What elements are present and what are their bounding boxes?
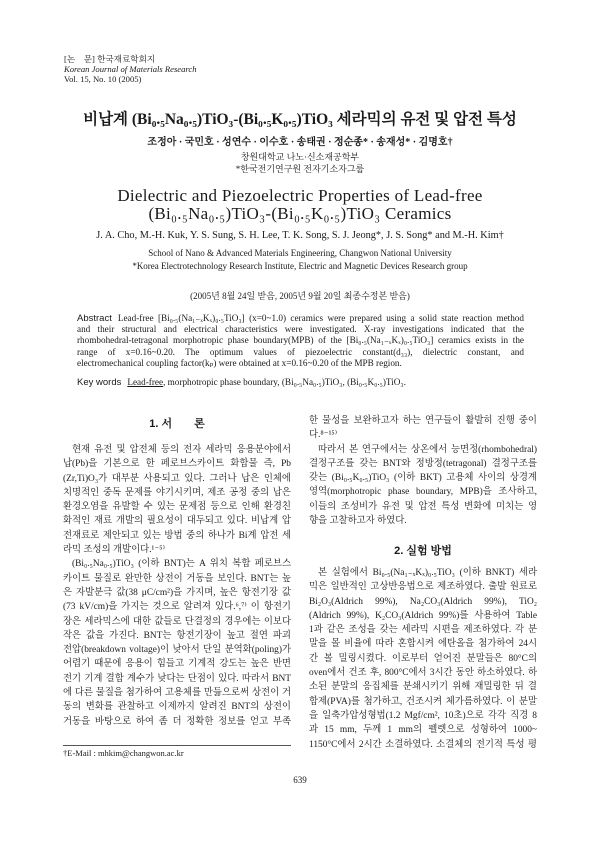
abstract-text: range of x=0.16~0.20. The optimum values of piezoelectric constant(d₃₃), dielectric constant, and — [77, 346, 524, 357]
body-line: 과 15 mm, 두께 1 mm의 펠렛으로 성형하여 1000~ — [309, 725, 537, 736]
authors-korean: 조정아 · 국민호 · 성연수 · 이수호 · 송태권 · 정순종* · 송재성* · 김명호† — [147, 137, 453, 148]
title-korean: 비납계 (Bi₀.₅Na₀.₅)TiO₃-(Bi₀.₅K₀.₅)TiO₃ 세라믹의 유전 및 압전 특성 — [83, 111, 517, 128]
abstract-text: rhombohedral-tetragonal morphotropic phase boundary(MPB) of the [Bi₀.₅(Na₁₋ₓKₓ)₀.₅TiO₃] ceramics exists in the — [77, 335, 524, 346]
affiliation-korean-1: 창원대학교 나노·신소재공학부 — [240, 152, 360, 162]
body-line: 전기 기계 결합 계수가 낮다는 단점이 있다. 따라서 BNT — [63, 673, 291, 684]
keywords-rest: , morphotropic phase boundary, (Bi₀.₅Na₀.₅)TiO₃, (Bi₀.₅K₀.₅)TiO₃. — [163, 377, 406, 387]
title-english-line-2: (Bi₀.₅Na₀.₅)TiO₃-(Bi₀.₅K₀.₅)TiO₃ Ceramics — [148, 204, 452, 223]
body-line: 믹은 일반적인 고상반응법으로 제조하였다. 출발 원료로 — [309, 582, 537, 593]
body-line: 합제(PVA)를 첨가하고, 건조시켜 체가름하였다. 이 분말 — [309, 696, 537, 707]
body-line: 향을 고찰하고자 하였다. — [309, 516, 407, 527]
body-line: 소된 분말의 응집체를 분쇄시키기 위해 재밀링한 뒤 결 — [309, 682, 537, 693]
right-column-top — [309, 414, 537, 528]
body-line: 환경오염을 유발할 수 있는 문제점 등으로 인해 환경친 — [63, 502, 291, 513]
body-line: 장은 세라믹스에 대한 값들로 단결정의 경우에는 이보다 — [63, 616, 291, 627]
body-line: 현재 유전 및 압전체 등의 전자 세라믹 응용분야에서 — [72, 445, 291, 455]
footnote-email: †E-Mail : mhkim@changwon.ac.kr — [63, 748, 184, 758]
affiliation-english-2: *Korea Electrotechnology Research Institute, Electric and Magnetic Devices Research group — [132, 261, 468, 271]
keyword-lead-free: Lead-free — [127, 377, 164, 387]
body-line: 다.⁸⁻¹⁵⁾ — [309, 430, 337, 441]
body-line: 은 자발분극 값(38 μC/cm²)을 가지며, 높은 항전기장 값 — [63, 587, 291, 598]
keywords — [77, 377, 406, 388]
abstract-label: Abstract — [77, 313, 112, 324]
body-line: (Aldrich 99%), K₂CO₃(Aldrich 99%)를 사용하여 Table — [309, 610, 537, 621]
body-line: 한 물성을 보완하고자 하는 연구들이 활발히 진행 중이 — [309, 416, 537, 426]
right-column-bottom — [309, 566, 537, 752]
page-number: 639 — [293, 775, 307, 785]
body-line: 1150°C에서 2시간 소결하였다. 소결체의 전기적 특성 평 — [309, 739, 537, 750]
footnote-divider — [63, 745, 291, 746]
body-line: 에 다른 물질을 첨가하여 고용체를 만듦으로써 상전이 거 — [63, 688, 291, 699]
body-line: 동의 변화를 관찰하고 이제까지 알려진 BNT의 상전이 — [63, 702, 291, 713]
body-line: 납(Pb)을 기본으로 한 페로브스카이트 화합물 즉, Pb — [63, 459, 291, 470]
body-line: 어렵기 때문에 응용이 힘들고 기계적 강도는 높은 반면 — [63, 659, 291, 670]
body-line: 말을 몰 비율에 따라 혼합시켜 에탄올을 첨가하여 24시 — [309, 639, 537, 650]
body-line: 거동을 바탕으로 하여 좀 더 정확한 정보를 얻고 부족 — [63, 716, 291, 727]
abstract-line — [77, 324, 524, 335]
body-line: 화적인 재료 개발의 필요성이 대두되고 있다. 비납계 압 — [63, 516, 291, 527]
body-line: 갖는 (Bi₀.₅K₀.₅)TiO₃ (이하 BKT) 고용체 사이의 상경계 — [309, 473, 537, 484]
section-1-heading: 1. 서 론 — [149, 418, 205, 430]
body-line: 영역(morphotropic phase boundary, MPB)을 조사하고, — [309, 487, 537, 498]
body-line: 라믹 조성의 개발이다.¹⁻⁵⁾ — [63, 545, 165, 556]
body-line: 치명적인 중독 문제를 야기시키며, 제조 공정 중의 납은 — [63, 487, 291, 498]
abstract-text: electromechanical coupling factor(kₚ) were obtained at x=0.16~0.20 of the MPB region. — [77, 357, 402, 368]
abstract-line — [77, 358, 524, 369]
abstract-line — [77, 347, 524, 358]
journal-category: [논 문] 한국재료학회지 — [64, 54, 156, 64]
abstract-line — [77, 335, 524, 346]
left-column — [63, 443, 291, 729]
body-line: 작은 값을 가진다. BNT는 항전기장이 높고 절연 파괴 — [63, 630, 291, 641]
abstract-text: and their structural and electrical characteristics were investigated. X-ray investigations indicated that the — [77, 324, 524, 335]
affiliation-english-1: School of Nano & Advanced Materials Engineering, Changwon National University — [148, 248, 452, 258]
body-line: (Zr,Ti)O₃가 대부분 사용되고 있다. 그러나 납은 인체에 — [63, 473, 291, 484]
body-line: oven에서 건조 후, 800°C에서 3시간 동안 하소하였다. 하 — [309, 668, 537, 679]
authors-english: J. A. Cho, M.-H. Kuk, Y. S. Sung, S. H. Lee, T. K. Song, S. J. Jeong*, J. S. Song* and M.-H. Kim† — [96, 230, 504, 241]
body-line: Bi₂O₃(Aldrich 99%), Na₂CO₃(Aldrich 99%), TiO₂ — [309, 596, 537, 607]
body-line: 전압(breakdown voltage)이 낮아서 단일 분역화(poling)가 — [63, 645, 291, 656]
body-line: 간 볼 밀링시켰다. 이로부터 얻어진 분말들은 80°C의 — [309, 653, 537, 664]
keywords-label: Key words — [77, 377, 122, 388]
body-line: 따라서 본 연구에서는 상온에서 능면정(rhombohedral) — [318, 444, 537, 455]
abstract — [77, 313, 524, 369]
body-line: 을 일축가압성형법(1.2 Mgf/cm², 10초)으로 각각 직경 8 — [309, 710, 537, 721]
body-line: 이들의 조성비가 유전 및 압전 특성 변화에 미치는 영 — [309, 501, 537, 512]
abstract-line — [77, 313, 524, 324]
affiliation-korean-2: *한국전기연구원 전자기소자그룹 — [235, 164, 365, 174]
section-2-heading: 2. 실험 방법 — [394, 545, 452, 557]
body-line: 카이트 물질로 완만한 상전이 거동을 보인다. BNT는 높 — [63, 573, 291, 584]
body-line: (73 kV/cm)을 가지는 것으로 알려져 있다.⁶,⁷⁾ 이 항전기 — [63, 602, 291, 613]
body-line: 본 실험에서 Bi₀.₅(Na₁₋ₓKₓ)₀.₅TiO₃ (이하 BNKT) 세라 — [318, 568, 537, 578]
body-line: 전재료로 제안되고 있는 방법 중의 하나가 Bi계 압전 세 — [63, 530, 291, 541]
body-line: 결정구조를 갖는 BNT와 정방정(tetragonal) 결정구조를 — [309, 458, 537, 469]
title-english-line-1: Dielectric and Piezoelectric Properties of Lead-free — [117, 186, 483, 205]
received-dates: (2005년 8월 24일 받음, 2005년 9월 20일 최종수정본 받음) — [190, 291, 410, 301]
body-line: (Bi₀.₅Na₀.₅)TiO₃ (이하 BNT)는 A 위치 복합 페로브스 — [72, 559, 291, 570]
body-line: 1과 같은 조성을 갖는 세라믹 시편을 제조하였다. 각 분 — [309, 625, 537, 636]
journal-volume: Vol. 15, No. 10 (2005) — [64, 74, 142, 84]
journal-name: Korean Journal of Materials Research — [64, 64, 197, 74]
abstract-text: Lead-free [Bi₀.₅(Na₁₋ₓKₓ)₀.₅TiO₃] (x=0~1.0) ceramics were prepared using a solid state reaction method — [117, 313, 524, 323]
